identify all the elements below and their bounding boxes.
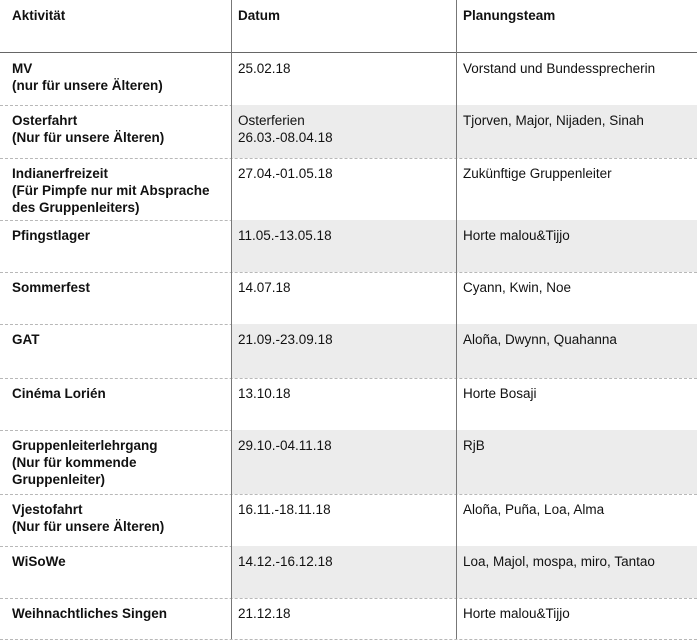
activity-cell: Weihnachtliches Singen: [12, 606, 168, 621]
date-cell: 29.10.-04.11.18: [232, 430, 456, 494]
header-team: Planungsteam: [463, 8, 556, 23]
activity-cell: GAT: [12, 332, 40, 347]
team-cell: Cyann, Kwin, Noe: [463, 280, 572, 295]
activity-cell: Vjestofahrt (Nur für unsere Älteren): [12, 502, 165, 534]
header-date: Datum: [238, 8, 281, 23]
table-row: [0, 272, 697, 325]
table-row: [0, 53, 697, 106]
activity-cell: Gruppenleiterlehrgang (Nur für kommende Gruppenleiter): [12, 438, 158, 487]
table-row: [0, 105, 697, 159]
team-cell: Aloña, Puña, Loa, Alma: [463, 502, 605, 517]
activity-cell: Indianerfreizeit (Für Pimpfe nur mit Absprache des Gruppenleiters): [12, 166, 210, 215]
date-cell: 11.05.-13.05.18: [232, 220, 456, 272]
activity-cell: Osterfahrt (Nur für unsere Älteren): [12, 113, 165, 145]
activity-cell: WiSoWe: [12, 554, 66, 569]
team-cell: Horte Bosaji: [463, 386, 537, 401]
activity-cell: MV (nur für unsere Älteren): [12, 61, 163, 93]
date-cell: 25.02.18: [238, 61, 291, 76]
team-cell: Aloña, Dwynn, Quahanna: [457, 324, 697, 378]
table-row: [0, 378, 697, 431]
activity-cell: Pfingstlager: [12, 228, 91, 243]
team-cell: Vorstand und Bundessprecherin: [463, 61, 656, 76]
team-cell: Horte malou&Tijjo: [463, 606, 570, 621]
activity-cell: Cinéma Lorién: [12, 386, 106, 401]
activity-cell: Sommerfest: [12, 280, 91, 295]
table-row: [0, 158, 697, 221]
column-divider: [456, 0, 457, 639]
table-row: [0, 324, 697, 379]
date-cell: 14.07.18: [238, 280, 291, 295]
date-cell: 14.12.-16.12.18: [232, 546, 456, 598]
date-cell: 16.11.-18.11.18: [238, 502, 331, 517]
team-cell: Loa, Majol, mospa, miro, Tantao: [457, 546, 697, 598]
table-row: [0, 494, 697, 547]
date-cell: 21.12.18: [238, 606, 291, 621]
table-header: [0, 0, 697, 53]
team-cell: Horte malou&Tijjo: [457, 220, 697, 272]
table-row: [0, 430, 697, 495]
table-row: [0, 598, 697, 640]
team-cell: Tjorven, Major, Nijaden, Sinah: [457, 105, 697, 158]
table-row: [0, 220, 697, 273]
date-cell: 27.04.-01.05.18: [238, 166, 333, 181]
team-cell: RjB: [457, 430, 697, 494]
column-divider: [231, 0, 232, 639]
date-cell: 13.10.18: [238, 386, 291, 401]
date-cell: Osterferien 26.03.-08.04.18: [232, 105, 456, 158]
table-row: [0, 546, 697, 599]
team-cell: Zukünftige Gruppenleiter: [463, 166, 612, 181]
header-activity: Aktivität: [12, 8, 66, 23]
date-cell: 21.09.-23.09.18: [232, 324, 456, 378]
